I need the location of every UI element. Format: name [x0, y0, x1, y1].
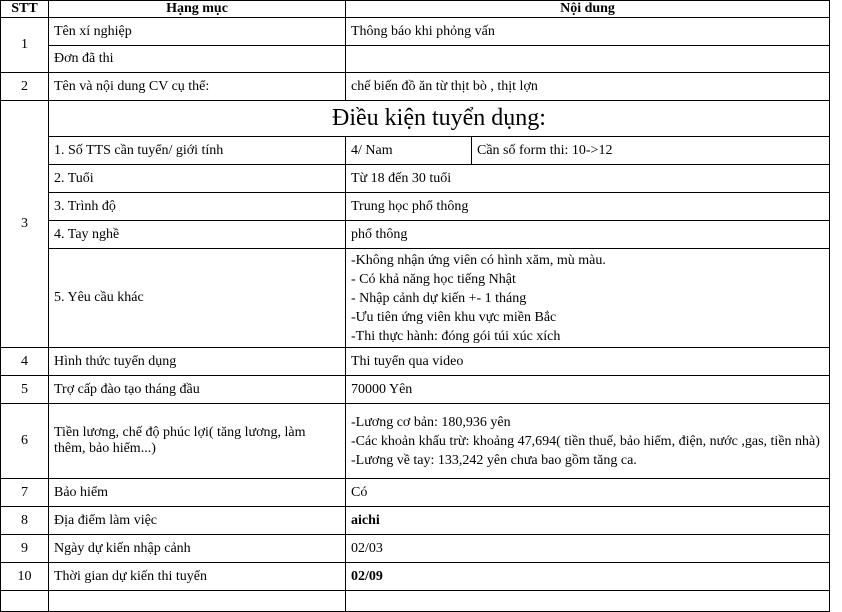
label-skill: 4. Tay nghề: [49, 221, 346, 249]
table-row: [1, 46, 830, 73]
salary-line: -Lương về tay: 133,242 yên chưa bao gồm tăng ca.: [351, 452, 637, 468]
requirement-line: -Ưu tiên ứng viên khu vực miền Bắc: [351, 309, 557, 325]
label-age: 2. Tuổi: [49, 165, 346, 193]
value-work-location: aichi: [346, 507, 830, 535]
value-trainee-count: 4/ Nam: [346, 137, 472, 165]
value-form-count: Cần số form thi: 10->12: [472, 137, 830, 165]
value-skill: phổ thông: [346, 221, 830, 249]
label-recruitment-form: Hình thức tuyển dụng: [49, 348, 346, 376]
label-other-requirements: 5. Yêu cầu khác: [49, 249, 346, 348]
label-insurance: Bảo hiểm: [49, 479, 346, 507]
header-content: Nội dung: [346, 1, 830, 18]
label-salary-benefits: Tiền lương, chế độ phúc lợi( tăng lương, làm thêm, bảo hiểm...): [49, 404, 346, 479]
table-row: [1, 193, 830, 221]
label-trainee-count: 1. Số TTS cần tuyển/ giới tính: [49, 137, 346, 165]
value-cut: [346, 591, 830, 612]
value-exam-date: 02/09: [346, 563, 830, 591]
label-job-content: Tên và nội dung CV cụ thể:: [49, 73, 346, 101]
requirement-line: - Có khả năng học tiếng Nhật: [351, 271, 516, 287]
label-entry-date: Ngày dự kiến nhập cảnh: [49, 535, 346, 563]
table-row: [1, 479, 830, 507]
stt-cut: [1, 591, 49, 612]
header-stt: STT: [1, 1, 49, 18]
header-item: Hạng mục: [49, 1, 346, 18]
value-applied-orders: [346, 46, 830, 73]
stt-7: 7: [1, 479, 49, 507]
value-job-content: chế biến đồ ăn từ thịt bò , thịt lợn: [346, 73, 830, 101]
requirement-line: -Không nhận ứng viên có hình xăm, mù màu.: [351, 252, 606, 268]
table-row: [1, 165, 830, 193]
value-education: Trung học phổ thông: [346, 193, 830, 221]
section-title-recruitment-conditions: Điều kiện tuyển dụng:: [49, 101, 830, 137]
label-work-location: Địa điểm làm việc: [49, 507, 346, 535]
label-exam-date: Thời gian dự kiến thi tuyển: [49, 563, 346, 591]
requirement-line: - Nhập cảnh dự kiến +- 1 tháng: [351, 290, 527, 306]
value-other-requirements: [346, 249, 830, 348]
salary-line: -Lương cơ bản: 180,936 yên: [351, 414, 511, 430]
label-education: 3. Trình độ: [49, 193, 346, 221]
value-training-allowance: 70000 Yên: [346, 376, 830, 404]
value-age: Từ 18 đến 30 tuổi: [346, 165, 830, 193]
label-applied-orders: Đơn đã thi: [49, 46, 346, 73]
table-row: [1, 348, 830, 376]
stt-1: 1: [1, 18, 49, 73]
stt-5: 5: [1, 376, 49, 404]
label-cut: [49, 591, 346, 612]
stt-4: 4: [1, 348, 49, 376]
value-recruitment-form: Thi tuyển qua video: [346, 348, 830, 376]
salary-line: -Các khoản khấu trừ: khoảng 47,694( tiền thuế, bảo hiểm, điện, nước ,gas, tiền nhà): [351, 433, 820, 449]
table-row: [1, 376, 830, 404]
value-salary-benefits: [346, 404, 830, 479]
table-row: [1, 73, 830, 101]
table-header-row: [1, 1, 830, 18]
table-row: [1, 221, 830, 249]
table-row: [1, 535, 830, 563]
table-row: [1, 404, 830, 479]
table-row: [1, 563, 830, 591]
table-row: [1, 137, 830, 165]
stt-10: 10: [1, 563, 49, 591]
table-row: [1, 591, 830, 612]
table-row: [1, 507, 830, 535]
table-row: [1, 101, 830, 137]
label-company-name: Tên xí nghiệp: [49, 18, 346, 46]
value-company-name: Thông báo khi phỏng vấn: [346, 18, 830, 46]
label-training-allowance: Trợ cấp đào tạo tháng đầu: [49, 376, 346, 404]
table-row: [1, 18, 830, 46]
value-insurance: Có: [346, 479, 830, 507]
stt-2: 2: [1, 73, 49, 101]
table-row: [1, 249, 830, 348]
value-entry-date: 02/03: [346, 535, 830, 563]
stt-9: 9: [1, 535, 49, 563]
stt-8: 8: [1, 507, 49, 535]
requirement-line: -Thi thực hành: đóng gói túi xúc xích: [351, 328, 561, 344]
stt-3: 3: [1, 101, 49, 348]
stt-6: 6: [1, 404, 49, 479]
